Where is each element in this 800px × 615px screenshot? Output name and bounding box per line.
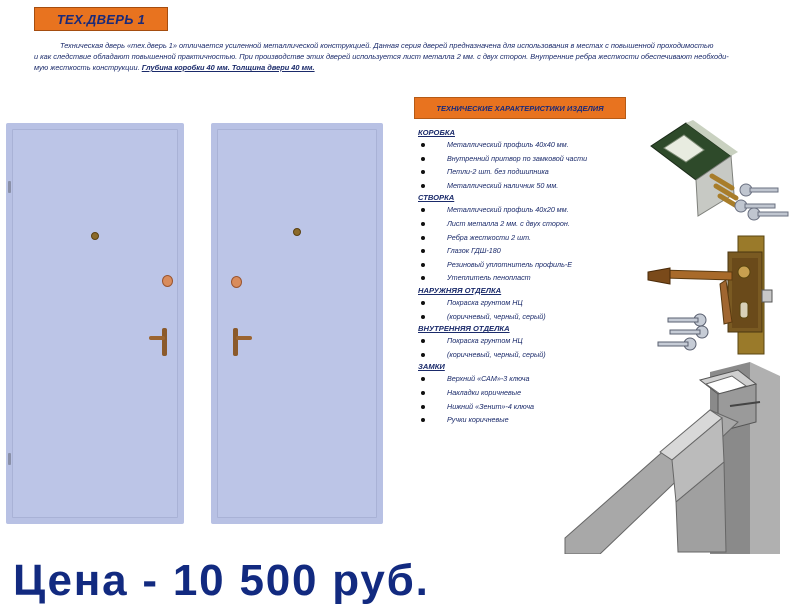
- hinge-top: [8, 181, 11, 193]
- list-item: Ребра жесткости 2 шт.: [418, 231, 638, 245]
- list-item: Металлический наличник 50 мм.: [418, 179, 638, 193]
- list-item: Верхний «САМ»-3 ключа: [418, 372, 638, 386]
- price-label: Цена - 10 500 руб.: [13, 556, 430, 605]
- door-front-image: [6, 123, 184, 524]
- list-item: Лист металла 2 мм. с двух сторон.: [418, 217, 638, 231]
- handle-plate: [233, 328, 238, 356]
- lock-cylinder-icon: [231, 276, 242, 288]
- intro-dimensions: Глубина коробки 40 мм. Толщина двери 40 мм.: [141, 63, 315, 72]
- list-item: Нижний «Зенит»-4 ключа: [418, 400, 638, 414]
- list-item: Внутренний притвор по замковой части: [418, 152, 638, 166]
- list-item: Петли-2 шт. без подшипника: [418, 165, 638, 179]
- door-handle-icon: [236, 336, 252, 340]
- handle-plate: [162, 328, 167, 356]
- list-item: (коричневый, черный, серый): [418, 310, 638, 324]
- list-item: (коричневый, черный, серый): [418, 348, 638, 362]
- upper-lock-image: [646, 118, 796, 228]
- spec-header-text: ТЕХНИЧЕСКИЕ ХАРАКТЕРИСТИКИ ИЗДЕЛИЯ: [436, 103, 604, 113]
- intro-text: [34, 40, 782, 73]
- profile-cross-section-image: [560, 362, 800, 554]
- section-title-box: КОРОБКА: [418, 128, 455, 137]
- door-handle-icon: [149, 336, 165, 340]
- lock-cylinder-icon: [162, 275, 173, 287]
- lower-lock-image: [640, 232, 790, 357]
- list-item: Утеплитель пенопласт: [418, 271, 638, 285]
- intro-line-3: [34, 62, 782, 73]
- list-item: Металлический профиль 40х20 мм.: [418, 203, 638, 217]
- list-item: Резиновый уплотнитель профиль-Е: [418, 258, 638, 272]
- section-title-inner: ВНУТРЕННЯЯ ОТДЕЛКА: [418, 324, 510, 334]
- section-title-locks: ЗАМКИ: [418, 362, 445, 372]
- door-back-image: [211, 123, 383, 524]
- hinge-bottom: [8, 453, 11, 465]
- section-title-leaf: СТВОРКА: [418, 193, 455, 203]
- list-item: Ручки коричневые: [418, 413, 638, 427]
- title-banner: [34, 7, 168, 31]
- spec-header: [414, 97, 626, 119]
- peephole-icon: [293, 228, 301, 236]
- door-panel: [217, 129, 377, 518]
- intro-line-2: и как следствие обладают повышенной практичностью. При производстве этих дверей используется лист металла 2 мм. с двух сторон. Внутренние ребра жесткости обеспечивают необходи-: [34, 52, 729, 61]
- peephole-icon: [91, 232, 99, 240]
- intro-line-3-plain: мую жесткость конструкции.: [34, 63, 140, 72]
- list-item: Накладки коричневые: [418, 386, 638, 400]
- intro-line-1: Техническая дверь «тех.дверь 1» отличается усиленной металлической конструкцией. Данная серия дверей предназначена для использования в местах с повышенной проходимостью: [60, 41, 714, 50]
- list-item: Глазок ГДШ-180: [418, 244, 638, 258]
- page-title: ТЕХ.ДВЕРЬ 1: [56, 11, 146, 27]
- list-item: Покраска грунтом НЦ: [418, 334, 638, 348]
- list-item: Покраска грунтом НЦ: [418, 296, 638, 310]
- list-item: Металлический профиль 40х40 мм.: [418, 138, 638, 152]
- door-panel: [12, 129, 178, 518]
- section-title-outer: НАРУЖНЯЯ ОТДЕЛКА: [418, 285, 502, 295]
